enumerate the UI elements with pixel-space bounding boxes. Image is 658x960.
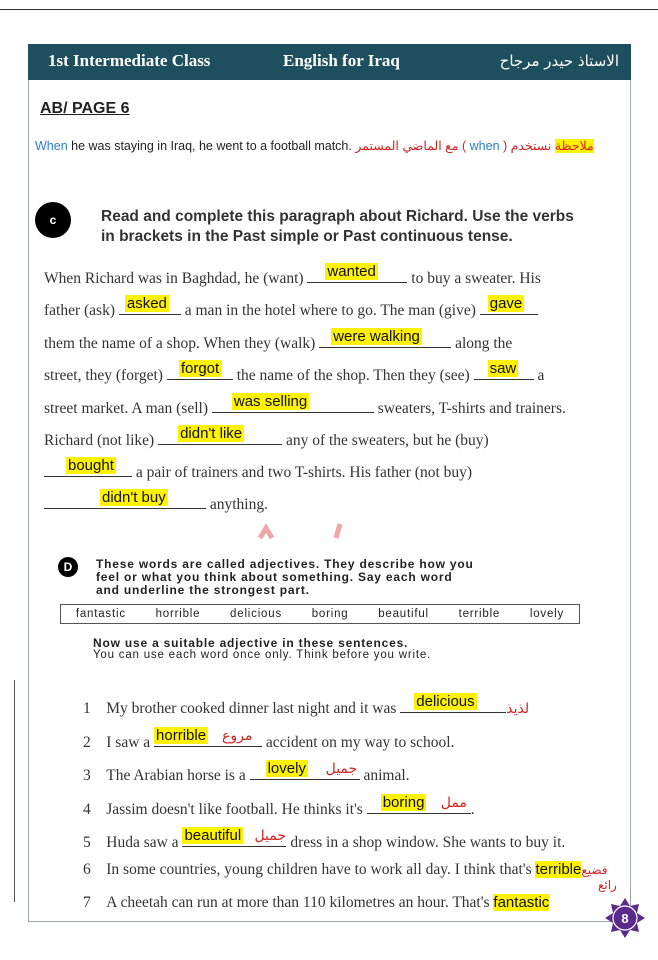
answer-blank (319, 329, 451, 348)
sentence-text: Jassim doesn't like football. He thinks it's (106, 801, 367, 818)
sentence-text: In some countries, young children have to work all day. I think that's (106, 861, 536, 878)
answer-text: were walking (333, 328, 420, 345)
answer-blank (154, 728, 262, 747)
c-line-text: When Richard was in Baghdad, he (want) (44, 270, 308, 287)
sentence-3 (83, 761, 410, 785)
sentence-text: A cheetah can run at more than 110 kilometres an hour. That's (106, 894, 494, 911)
word-item: fantastic (75, 608, 126, 620)
c-line-text: anything. (206, 496, 268, 513)
c-line-text: a (533, 367, 545, 384)
answer-text: horrible (156, 727, 207, 744)
sentence-text: dress in a shop window. She wants to buy it. (286, 834, 566, 851)
section-d-subinstruction: Now use a suitable adjective in these sentences. (93, 636, 409, 650)
page-frame (28, 44, 631, 922)
page-number-badge (605, 898, 645, 938)
sentence-text: . (470, 801, 475, 818)
answer-text: beautiful (184, 827, 242, 844)
answer-blank (158, 426, 282, 445)
note-sentence: he was staying in Iraq, he went to a football match. (67, 139, 352, 153)
answer-text: delicious (416, 693, 475, 710)
arabic-translation: مروع (222, 728, 253, 744)
sentence-number: 6 (83, 861, 91, 878)
note-arabic-label: ملاحظة (554, 139, 594, 153)
answer-text: didn't like (180, 425, 243, 442)
sentence-text: The Arabian horse is a (106, 767, 250, 784)
note-when: When (35, 139, 68, 153)
note-arabic-a: نستخدم ( (499, 139, 555, 153)
word-item: boring (311, 608, 349, 620)
arabic-translation: جميل (254, 828, 287, 844)
c-line-text: them the name of a shop. When they (walk) (44, 335, 320, 352)
answer-blank (167, 361, 233, 380)
c-line-text: the name of the shop. Then they (see) (232, 367, 474, 384)
answer-text: didn't buy (102, 489, 166, 506)
section-c-instruction-1: Read and complete this paragraph about Richard. Use the verbs (101, 208, 574, 225)
note-line (35, 138, 594, 153)
answer-blank (119, 296, 181, 315)
section-d-instruction-1: These words are called adjectives. They describe how you (96, 557, 474, 571)
answer-blank (250, 761, 360, 780)
sentence-2 (83, 728, 454, 752)
sentence-7 (83, 894, 549, 912)
c-line-text: any of the sweaters, but he (buy) (282, 432, 489, 449)
word-item: delicious (230, 608, 282, 620)
word-item: beautiful (378, 608, 429, 620)
section-c-instruction-2: in brackets in the Past simple or Past continuous tense. (101, 228, 513, 245)
word-item: horrible (155, 608, 201, 620)
section-d-instruction (96, 558, 474, 597)
sentence-number: 2 (83, 734, 91, 751)
sentence-number: 1 (83, 700, 91, 717)
section-d-badge: D (58, 557, 78, 577)
sentence-number: 7 (83, 894, 91, 911)
c-line-5 (44, 394, 566, 418)
word-box (60, 604, 580, 624)
c-line-text: a pair of trainers and two T-shirts. His father (not buy) (132, 464, 473, 481)
answer-blank (307, 264, 407, 283)
left-margin-line (14, 680, 15, 902)
c-line-1 (44, 264, 541, 288)
answer-text: asked (126, 295, 167, 312)
red-pen-mark (258, 520, 348, 540)
answer-blank (474, 361, 534, 380)
word-item: terrible (458, 608, 501, 620)
answer-text: bought (68, 457, 114, 474)
arabic-translation: جميل (325, 761, 358, 777)
answer-text: boring (382, 794, 425, 811)
section-d-instruction-2: feel or what you think about something. Say each word (96, 570, 453, 584)
c-line-7 (44, 458, 472, 482)
header-teacher: الاستاذ حيدر مرجاح (499, 52, 619, 70)
c-line-2 (44, 296, 538, 320)
page-header (28, 44, 631, 80)
word-item: lovely (529, 608, 565, 620)
note-arabic-b: ) مع الماضي المستمر (355, 139, 470, 153)
c-line-8 (44, 490, 268, 514)
answer-text: lovely (267, 760, 306, 777)
answer-text: fantastic (493, 894, 550, 911)
sentence-4 (83, 795, 475, 819)
section-d-instruction-3: and underline the strongest part. (96, 583, 310, 597)
c-line-3 (44, 329, 512, 353)
c-line-text: along the (451, 335, 513, 352)
sentence-number: 3 (83, 767, 91, 784)
sentence-text: accident on my way to school. (262, 734, 455, 751)
sentence-6 (83, 861, 608, 879)
sentence-1 (83, 694, 529, 718)
section-c-instruction (101, 207, 574, 247)
c-line-4 (44, 361, 544, 385)
note-arabic-when: when (469, 139, 500, 153)
sentence-number: 4 (83, 801, 91, 818)
answer-text: terrible (535, 861, 582, 878)
sentence-text: animal. (359, 767, 410, 784)
header-subject: English for Iraq (283, 51, 400, 70)
c-line-text: Richard (not like) (44, 432, 159, 449)
arabic-translation: لذيذ (506, 701, 530, 717)
answer-text: forgot (180, 360, 220, 377)
top-rule (0, 9, 658, 10)
answer-blank (44, 458, 132, 477)
answer-blank (480, 296, 538, 315)
c-line-text: street, they (forget) (44, 367, 167, 384)
note-arabic (355, 139, 593, 153)
c-line-text: to buy a sweater. His (407, 270, 541, 287)
section-c-badge: c (35, 202, 71, 238)
answer-blank (400, 694, 506, 713)
answer-blank (212, 394, 374, 413)
sentence-5 (83, 828, 565, 852)
answer-blank (44, 490, 206, 509)
sentence-number: 5 (83, 834, 91, 851)
arabic-translation-7: رائع (598, 878, 617, 892)
c-line-text: sweaters, T-shirts and trainers. (373, 400, 566, 417)
answer-text: wanted (327, 263, 376, 280)
answer-blank (182, 828, 286, 847)
sentence-text: My brother cooked dinner last night and it was (106, 700, 401, 717)
header-class: 1st Intermediate Class (48, 51, 211, 70)
c-line-text: father (ask) (44, 302, 119, 319)
arabic-translation: ممل (440, 795, 467, 811)
sentence-text: Huda saw a (106, 834, 183, 851)
c-line-6 (44, 426, 489, 450)
c-line-text: street market. A man (sell) (44, 400, 212, 417)
sentence-text: I saw a (106, 734, 155, 751)
section-d-subnote: You can use each word once only. Think before you write. (93, 649, 432, 661)
answer-text: was selling (233, 393, 308, 410)
c-line-text: a man in the hotel where to go. The man (give) (180, 302, 480, 319)
answer-text: saw (489, 360, 517, 377)
page-label: AB/ PAGE 6 (40, 100, 130, 117)
arabic-translation: فضيع (581, 863, 608, 877)
answer-blank (367, 795, 471, 814)
page-number: 8 (621, 911, 629, 926)
answer-text: gave (489, 295, 523, 312)
